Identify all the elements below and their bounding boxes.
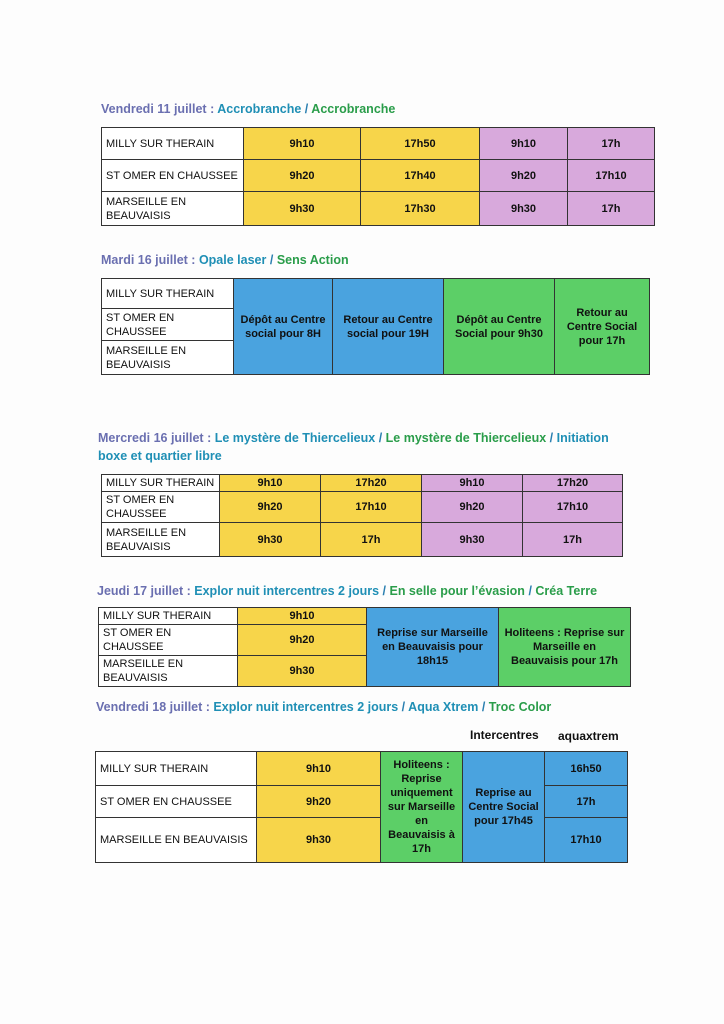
transport-cell: Dépôt au Centre social pour 8H: [234, 279, 333, 375]
place-cell: ST OMER EN CHAUSSEE: [99, 625, 238, 656]
table-row: [102, 128, 655, 160]
place-cell: MILLY SUR THERAIN: [96, 752, 257, 786]
schedule-table-1: [101, 127, 655, 226]
time-cell: 9h10: [480, 128, 568, 160]
time-cell: 17h20: [523, 475, 623, 492]
time-cell: 9h10: [257, 752, 381, 786]
table-row: [99, 608, 631, 625]
time-cell: 17h10: [545, 818, 628, 863]
time-cell: 9h30: [480, 192, 568, 226]
time-cell: 17h: [523, 523, 623, 557]
header-aquaxtrem: aquaxtrem: [558, 729, 619, 743]
section-1-title: Vendredi 11 juillet : Accrobranche / Accrobranche: [101, 102, 396, 116]
time-cell: 17h: [545, 786, 628, 818]
time-cell: 17h: [321, 523, 422, 557]
section-3-title: Mercredi 16 juillet : Le mystère de Thiercelieux / Le mystère de Thiercelieux / Initiation boxe et quartier libre: [98, 431, 609, 463]
time-cell: 17h: [568, 128, 655, 160]
place-cell: MILLY SUR THERAIN: [102, 475, 220, 492]
table-row: [102, 492, 623, 523]
schedule-table-4: [98, 607, 631, 687]
place-cell: MILLY SUR THERAIN: [102, 128, 244, 160]
place-cell: MARSEILLE EN BEAUVAISIS: [99, 656, 238, 687]
time-cell: 17h10: [523, 492, 623, 523]
place-cell: MILLY SUR THERAIN: [102, 279, 234, 309]
time-cell: 9h10: [220, 475, 321, 492]
time-cell: 17h50: [361, 128, 480, 160]
time-cell: 17h10: [321, 492, 422, 523]
transport-cell: Retour au Centre social pour 19H: [333, 279, 444, 375]
place-cell: ST OMER EN CHAUSSEE: [96, 786, 257, 818]
table-row: [102, 192, 655, 226]
time-cell: 9h10: [422, 475, 523, 492]
place-cell: ST OMER EN CHAUSSEE: [102, 492, 220, 523]
time-cell: 9h30: [238, 656, 367, 687]
section-2-title: Mardi 16 juillet : Opale laser / Sens Action: [101, 253, 349, 267]
time-cell: 9h20: [422, 492, 523, 523]
transport-cell: Reprise sur Marseille en Beauvaisis pour 18h15: [367, 608, 499, 687]
transport-cell: Retour au Centre Social pour 17h: [555, 279, 650, 375]
time-cell: 17h40: [361, 160, 480, 192]
header-intercentres: Intercentres: [470, 728, 539, 742]
time-cell: 9h20: [220, 492, 321, 523]
time-cell: 17h30: [361, 192, 480, 226]
time-cell: 9h20: [480, 160, 568, 192]
table-row: [102, 475, 623, 492]
time-cell: 9h30: [220, 523, 321, 557]
table-row: [96, 786, 628, 818]
place-cell: ST OMER EN CHAUSSEE: [102, 160, 244, 192]
place-cell: MARSEILLE EN BEAUVAISIS: [96, 818, 257, 863]
place-cell: MARSEILLE EN BEAUVAISIS: [102, 523, 220, 557]
section-4-title: Jeudi 17 juillet : Explor nuit intercentres 2 jours / En selle pour l’évasion / Créa Terre: [97, 584, 598, 598]
time-cell: 17h: [568, 192, 655, 226]
table-row: [96, 818, 628, 863]
time-cell: 17h10: [568, 160, 655, 192]
time-cell: 16h50: [545, 752, 628, 786]
time-cell: 9h20: [244, 160, 361, 192]
place-cell: MARSEILLE EN BEAUVAISIS: [102, 341, 234, 375]
time-cell: 9h10: [238, 608, 367, 625]
time-cell: 9h20: [238, 625, 367, 656]
time-cell: 9h10: [244, 128, 361, 160]
schedule-table-2: [101, 278, 650, 375]
time-cell: 9h20: [257, 786, 381, 818]
time-cell: 9h30: [257, 818, 381, 863]
transport-cell: Reprise au Centre Social pour 17h45: [463, 752, 545, 863]
time-cell: 9h30: [422, 523, 523, 557]
transport-cell: Dépôt au Centre Social pour 9h30: [444, 279, 555, 375]
table-row: [96, 752, 628, 786]
table-row: [102, 160, 655, 192]
transport-cell: Holiteens : Reprise uniquement sur Marseille en Beauvaisis à 17h: [381, 752, 463, 863]
place-cell: MARSEILLE EN BEAUVAISIS: [102, 192, 244, 226]
transport-cell: Holiteens : Reprise sur Marseille en Beauvaisis pour 17h: [499, 608, 631, 687]
time-cell: 9h30: [244, 192, 361, 226]
schedule-table-3: [101, 474, 623, 557]
place-cell: MILLY SUR THERAIN: [99, 608, 238, 625]
place-cell: ST OMER EN CHAUSSEE: [102, 309, 234, 341]
table-row: [102, 279, 650, 309]
table-row: [102, 523, 623, 557]
schedule-table-5: [95, 751, 628, 863]
time-cell: 17h20: [321, 475, 422, 492]
section-5-title: Vendredi 18 juillet : Explor nuit intercentres 2 jours / Aqua Xtrem / Troc Color: [96, 700, 552, 714]
